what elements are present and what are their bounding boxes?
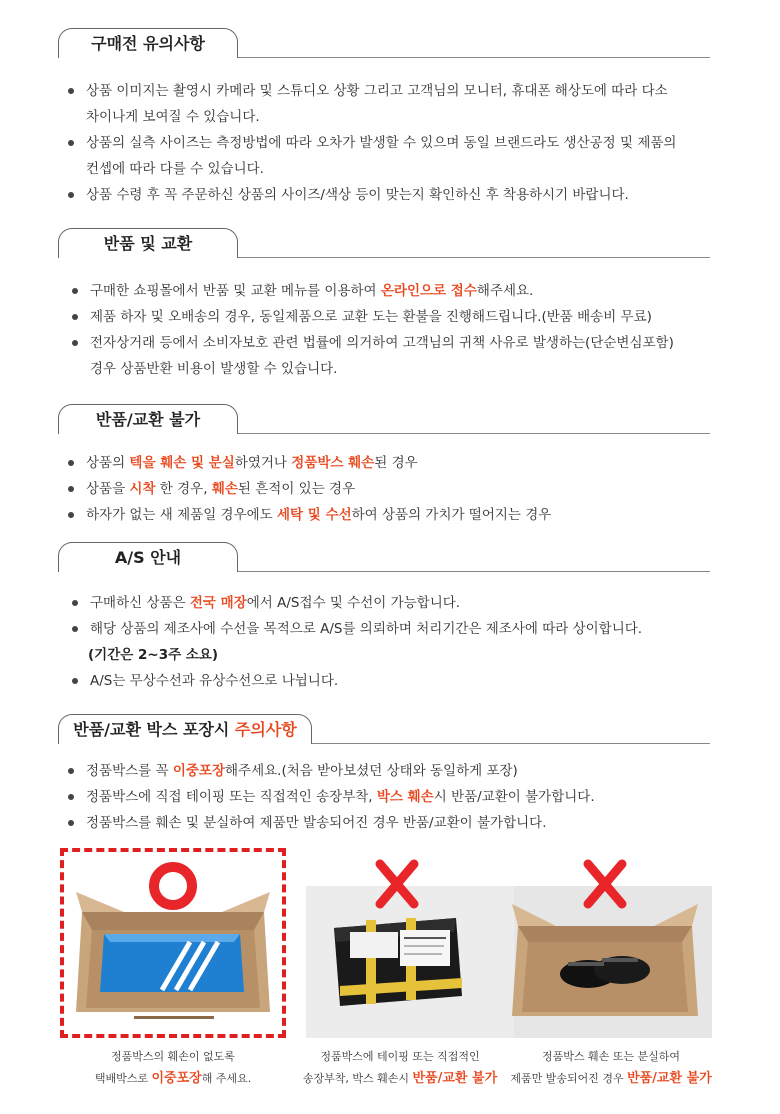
list-item <box>68 784 595 810</box>
text-segment: 정품박스를 꼭 <box>86 763 173 779</box>
section-divider <box>238 571 710 572</box>
text-segment: 에서 A/S접수 및 수선이 가능합니다. <box>246 595 461 611</box>
image-caption-taped <box>300 1046 500 1090</box>
text-segment: 상품을 <box>86 481 130 497</box>
caption-line <box>60 1068 286 1090</box>
packed-box-illustration <box>64 852 282 1034</box>
list-item: 해당 상품의 제조사에 수선을 목적으로 A/S를 의뢰하며 처리기간은 제조사에 따라 상이합니다. <box>72 616 642 642</box>
caption-highlight: 반품/교환 불가 <box>412 1071 498 1086</box>
list-item <box>68 476 551 502</box>
caption-line <box>508 1068 714 1090</box>
list-item: 정품박스를 훼손 및 분실하여 제품만 발송되어진 경우 반품/교환이 불가합니다. <box>68 810 595 836</box>
image-caption-ok <box>60 1046 286 1090</box>
text-segment: 하여 상품의 가치가 떨어지는 경우 <box>351 507 552 523</box>
highlight-text: 온라인으로 접수 <box>380 283 477 299</box>
section-divider <box>238 57 710 58</box>
caption-text: 송장부착, 박스 훼손시 <box>302 1072 413 1085</box>
section-title <box>58 714 312 744</box>
text-segment: 시 반품/교환이 불가합니다. <box>433 789 595 805</box>
caption-line <box>300 1068 500 1090</box>
text-segment: 하자가 없는 새 제품일 경우에도 <box>86 507 277 523</box>
list-item: 상품의 실측 사이즈는 측정방법에 따라 오차가 발생할 수 있으며 동일 브랜드라도 생산공정 및 제품의 <box>68 130 676 156</box>
highlight-text: 전국 매장 <box>189 595 247 611</box>
highlight-text: 박스 훼손 <box>376 789 434 805</box>
text-segment: 구매하신 상품은 <box>90 595 190 611</box>
list-item <box>72 278 674 304</box>
list-item-continuation: 차이나게 보여질 수 있습니다. <box>86 109 260 125</box>
highlight-text: 정품박스 훼손 <box>291 455 375 471</box>
list-item <box>72 590 642 616</box>
section-title: A/S 안내 <box>58 542 238 572</box>
list-item <box>68 758 595 784</box>
text-segment: 상품의 <box>86 455 130 471</box>
caption-text: 택배박스로 <box>94 1072 152 1085</box>
caption-highlight: 이중포장 <box>151 1071 202 1086</box>
caption-text: 제품만 발송되어진 경우 <box>510 1072 628 1085</box>
duration-note: (기간은 2~3주 소요) <box>88 647 219 663</box>
section-divider <box>238 433 710 434</box>
list-item: 전자상거래 등에서 소비자보호 관련 법률에 의거하여 고객님의 귀책 사유로 발생하는(단순변심포함) <box>72 330 674 356</box>
ok-circle-icon <box>154 867 192 905</box>
list-item <box>68 450 551 476</box>
list-item: A/S는 무상수선과 유상수선으로 나뉩니다. <box>72 668 642 694</box>
title-text: 반품/교환 박스 포장시 <box>73 720 235 739</box>
list-item: 상품 수령 후 꼭 주문하신 상품의 사이즈/색상 등이 맞는지 확인하신 후 착용하시기 바랍니다. <box>68 182 676 208</box>
text-segment: 해주세요.(처음 받아보셨던 상태와 동일하게 포장) <box>225 763 518 779</box>
caption-line: 정품박스 훼손 또는 분실하여 <box>541 1050 680 1063</box>
taped-box-illustration <box>306 846 712 1038</box>
text-segment: 된 경우 <box>374 455 418 471</box>
section-divider <box>238 257 710 258</box>
list-item: 제품 하자 및 오배송의 경우, 동일제품으로 교환 도는 환불을 진행해드립니다.(반품 배송비 무료) <box>72 304 674 330</box>
example-image-taped <box>306 846 712 1038</box>
caption-line: 정품박스에 테이핑 또는 직접적인 <box>320 1050 480 1063</box>
section-divider <box>312 743 710 744</box>
list-item-continuation: 컨셉에 따라 다를 수 있습니다. <box>86 161 264 177</box>
caption-highlight: 반품/교환 불가 <box>627 1071 712 1086</box>
list-item-continuation: 경우 상품반환 비용이 발생할 수 있습니다. <box>90 361 338 377</box>
title-highlight: 주의사항 <box>234 720 297 739</box>
highlight-text: 세탁 및 수선 <box>277 507 352 523</box>
caption-text: 해 주세요. <box>201 1072 252 1085</box>
text-segment: 하였거나 <box>234 455 292 471</box>
list-item: 상품 이미지는 촬영시 카메라 및 스튜디오 상황 그리고 고객님의 모니터, 휴대폰 해상도에 따라 다소 <box>68 78 676 104</box>
text-segment: 정품박스에 직접 테이핑 또는 직접적인 송장부착, <box>86 789 377 805</box>
text-segment: 된 흔적이 있는 경우 <box>237 481 356 497</box>
example-image-ok <box>60 848 286 1038</box>
highlight-text: 이중포장 <box>172 763 226 779</box>
highlight-text: 훼손 <box>211 481 238 497</box>
text-segment: 해주세요. <box>476 283 534 299</box>
section-title: 반품/교환 불가 <box>58 404 238 434</box>
highlight-text: 텍을 훼손 및 분실 <box>129 455 235 471</box>
section-title: 구매전 유의사항 <box>58 28 238 58</box>
text-segment: 구매한 쇼핑몰에서 반품 및 교환 메뉴를 이용하여 <box>90 283 381 299</box>
section-title: 반품 및 교환 <box>58 228 238 258</box>
image-caption-lost-box <box>508 1046 714 1090</box>
caption-line: 정품박스의 훼손이 없도록 <box>111 1050 235 1063</box>
text-segment: 한 경우, <box>155 481 212 497</box>
list-item <box>68 502 551 528</box>
highlight-text: 시착 <box>129 481 156 497</box>
